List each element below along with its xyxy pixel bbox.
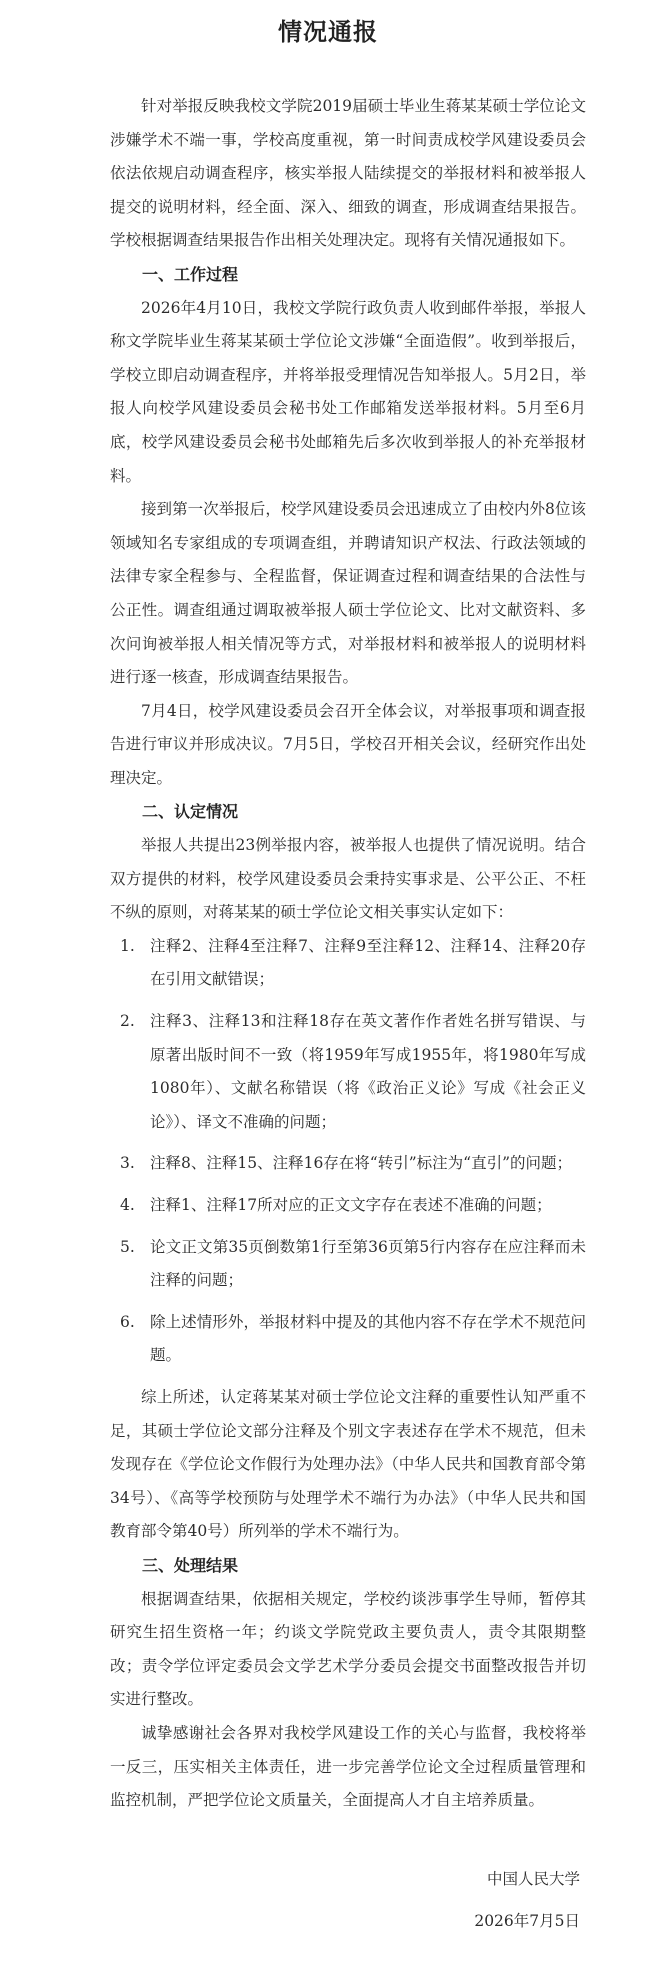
list-number: 4. [120, 1196, 135, 1214]
section-heading-results: 三、处理结果 [142, 1555, 239, 1575]
conclusion-paragraph: 综上所述，认定蒋某某对硕士学位论文注释的重要性认知严重不足，其硕士学位论文部分注释及个别文字表述存在学术不规范，但未发现存在《学位论文作假行为处理办法》（中华人民共和国教育部令第34号）、《高等学校预防与处理学术不端行为办法》（中华人民共和国教育部令第40号）所列举的学术不端行为。 [110, 1387, 586, 1541]
paragraph: 7月4日，校学风建设委员会召开全体会议，对举报事项和调查报告进行审议并形成决议。7月5日，学校召开相关会议，经研究作出处理决定。 [110, 701, 586, 787]
section-heading-findings: 二、认定情况 [142, 802, 239, 822]
list-item [120, 1231, 586, 1298]
list-number: 1. [120, 936, 135, 955]
list-item-text: 注释2、注释4至注释7、注释9至注释12、注释14、注释20存在引用文献错误； [150, 936, 586, 989]
signature-date: 2026年7月5日 [474, 1911, 580, 1930]
list-number: 6. [120, 1312, 135, 1331]
list-number: 5. [120, 1237, 135, 1256]
intro-paragraph: 针对举报反映我校文学院2019届硕士毕业生蒋某某硕士学位论文涉嫌学术不端一事，学校高度重视，第一时间责成校学风建设委员会依法依规启动调查程序，核实举报人陆续提交的举报材料和被举报人提交的说明材料，经全面、深入、细致的调查，形成调查结果报告。学校根据调查结果报告作出相关处理决定。现将有关情况通报如下。 [110, 97, 586, 250]
findings-list [110, 930, 586, 1373]
paragraph: 接到第一次举报后，校学风建设委员会迅速成立了由校内外8位该领域知名专家组成的专项调查组，并聘请知识产权法、行政法领域的法律专家全程参与、全程监督，保证调查过程和调查结果的合法性与公正性。调查组通过调取被举报人硕士学位论文、比对文献资料、多次问询被举报人相关情况等方式，对举报材料和被举报人的说明材料进行逐一核查，形成调查结果报告。 [110, 500, 586, 687]
list-item [120, 1147, 586, 1181]
list-number: 3. [120, 1154, 135, 1173]
list-item-text: 注释3、注释13和注释18存在英文著作作者姓名拼写错误、与原著出版时间不一致（将1959年写成1955年，将1980年写成1080年）、文献名称错误（将《政治正义论》写成《社会正义论》）、译文不准确的问题； [150, 1012, 586, 1131]
paragraph: 根据调查结果，依据相关规定，学校约谈涉事学生导师，暂停其研究生招生资格一年；约谈文学院党政主要负责人，责令其限期整改；责令学位评定委员会文学艺术学分委员会提交书面整改报告并切实进行整改。 [110, 1589, 586, 1709]
list-number: 2. [120, 1012, 135, 1031]
document-title: 情况通报 [278, 17, 378, 46]
list-item-text: 注释1、注释17所对应的正文文字存在表述不准确的问题； [150, 1196, 552, 1214]
list-item [120, 930, 586, 997]
list-item [120, 1005, 586, 1139]
list-item-text: 除上述情形外，举报材料中提及的其他内容不存在学术不规范问题。 [150, 1312, 586, 1365]
paragraph: 2026年4月10日，我校文学院行政负责人收到邮件举报，举报人称文学院毕业生蒋某某硕士学位论文涉嫌“全面造假”。收到举报后，学校立即启动调查程序，并将举报受理情况告知举报人。5月2日，举报人向校学风建设委员会秘书处工作邮箱发送举报材料。5月至6月底，校学风建设委员会秘书处邮箱先后多次收到举报人的补充举报材料。 [110, 298, 586, 485]
list-item [120, 1306, 586, 1373]
list-item [120, 1189, 586, 1223]
signature-organization: 中国人民大学 [486, 1869, 580, 1888]
paragraph: 诚挚感谢社会各界对我校学风建设工作的关心与监督，我校将举一反三，压实相关主体责任，进一步完善学位论文全过程质量管理和监控机制，严把学位论文质量关，全面提高人才自主培养质量。 [110, 1723, 586, 1810]
document-body [110, 90, 586, 1942]
list-item-text: 论文正文第35页倒数第1行至第36页第5行内容存在应注释而未注释的问题； [150, 1237, 586, 1290]
paragraph: 举报人共提出23例举报内容，被举报人也提供了情况说明。结合双方提供的材料，校学风建设委员会秉持实事求是、公平公正、不枉不纵的原则，对蒋某某的硕士学位论文相关事实认定如下： [110, 836, 586, 922]
section-heading-process: 一、工作过程 [142, 264, 239, 284]
list-item-text: 注释8、注释15、注释16存在将“转引”标注为“直引”的问题； [150, 1154, 573, 1173]
